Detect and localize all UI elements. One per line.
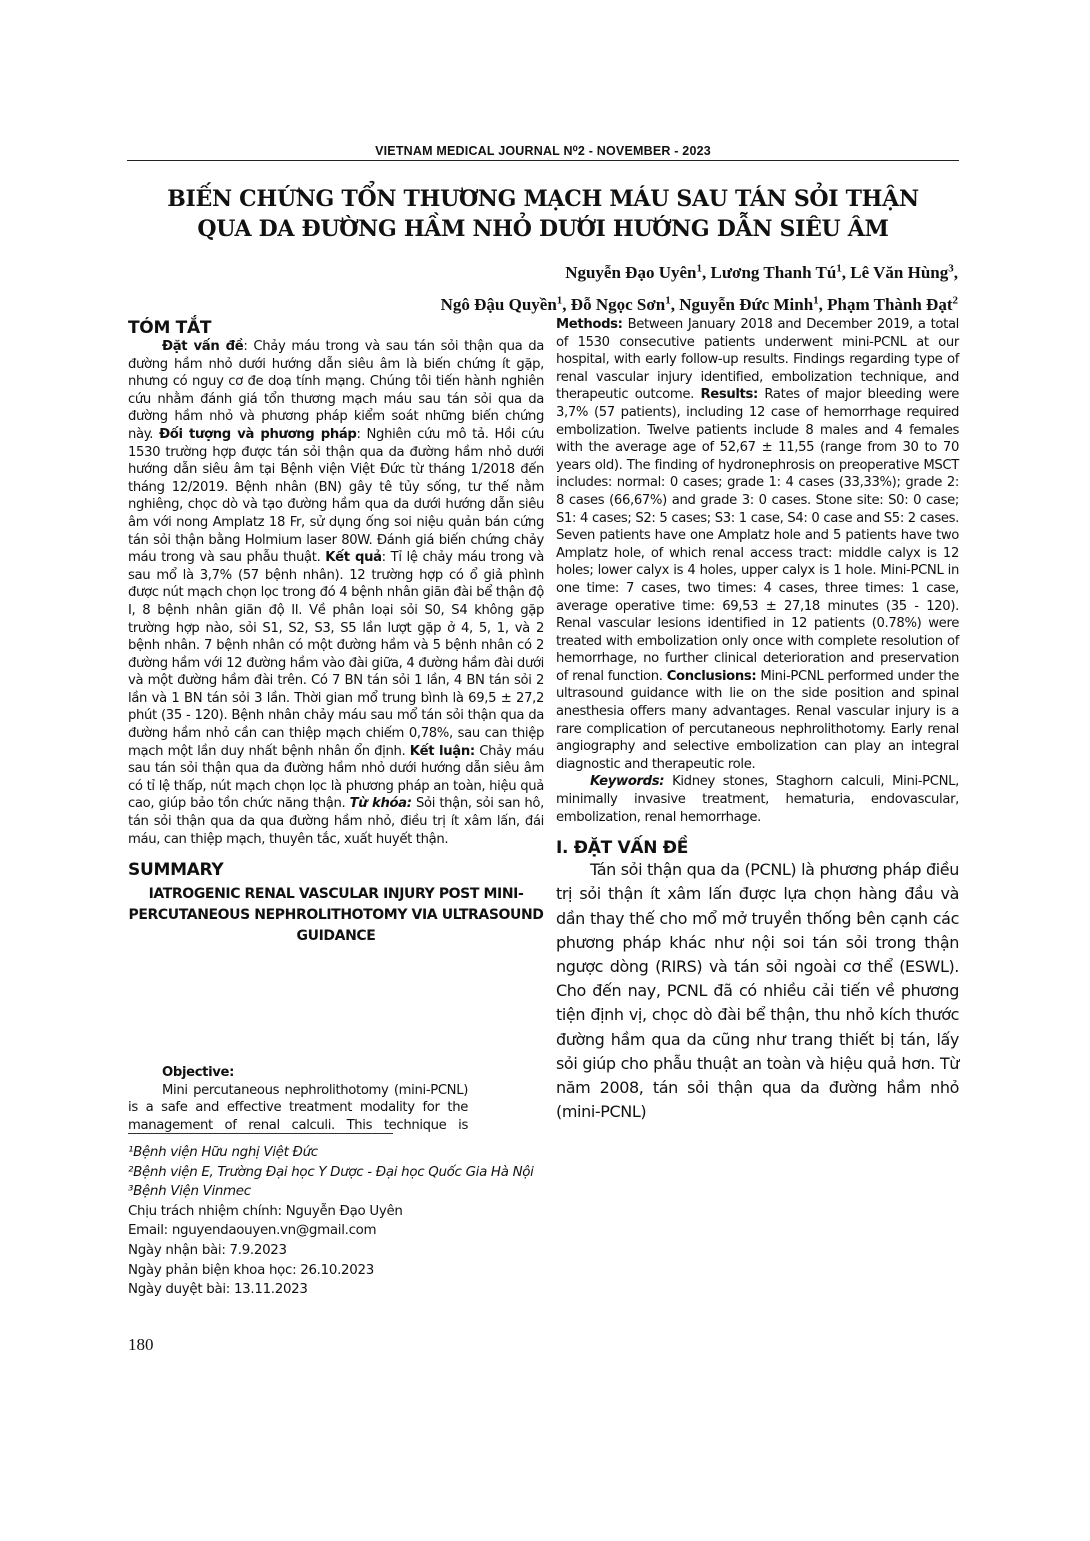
footnote-rule [128, 1133, 393, 1134]
author: Phạm Thành Đạt$^2$ [827, 294, 958, 315]
affiliation: ¹Bệnh viện Hữu nghị Việt Đức [128, 1145, 318, 1160]
page-number: 180 [128, 1335, 154, 1354]
header-rule [127, 160, 959, 161]
affiliation: ³Bệnh Viện Vinmec [128, 1184, 251, 1200]
section-heading: I. ĐẶT VẤN ĐỀ [556, 838, 689, 859]
summary-continued: Methods: Between January 2018 and December 2019, a total of 1530 consecutive patients underwent mini-PCNL at our hospital, with early follow-up results. Findings regarding type of renal vascular injury identified, embolization technique, and therapeutic outcome. Results: Rates of major bleeding were 3,7% (57 patients), including 12 case of hemorrhage required embolization. Twelve patients include 8 males and 4 females with the average age of 52,67 ± 11,55 (range from 30 to 70 years old). The finding of hydronephrosis on preoperative MSCT includes: normal: 0 cases; grade 1: 4 cases (33,33%); grade 2: 8 cases (66,67%) and grade 3: 0 cases. Stone site: S0: 0 case; S1: 4 cases; S2: 5 cases; S3: 1 case, S4: 0 case and S5: 2 cases. Seven patients have one Amplatz hole and 5 patients have two Amplatz hole, of which renal access tract: middle calyx is 12 holes; lower calyx is 4 holes, upper calyx is 1 hole. Mini-PCNL in one time: 7 cases, two times: 4 cases, three times: 1 case, average operative time: 69,53 ± 27,18 minutes (35 - 120). Renal vascular lesions identified in 12 patients (0.78%) were treated with embolization only once with complete resolution of hemorrhage, no further clinical deterioration and preservation of renal function. Conclusions: Mini-PCNL performed under the ultrasound guidance with lie on the side position and spinal anesthesia offers many advantages. Renal vascular injury is a rare complication of percutaneous nephrolithotomy. Early renal angiography and selective embolization can play an integral diagnostic and therapeutic role. [556, 317, 959, 772]
abstract-vi-heading: TÓM TẮT [128, 318, 212, 338]
section-paragraph: Tán sỏi thận qua da (PCNL) là phương pháp điều trị sỏi thận ít xâm lấn được lựa chọn hàng đầu và dần thay thế cho mổ mở truyền thống bên cạnh các phương pháp khác như nội soi tán sỏi trong thận ngược dòng (RIRS) và tán sỏi ngoài cơ thể (ESWL). Cho đến nay, PCNL đã có nhiều cải tiến về phương tiện định vị, chọc dò đài bể thận, thu nhỏ kích thước đường hầm qua da cũng như trang thiết bị tán, lấy sỏi giúp cho phẫu thuật an toàn và hiệu quả hơn. Từ năm 2008, tán sỏi thận qua da đường hầm nhỏ (mini-PCNL) [556, 860, 959, 1122]
author: Nguyễn Đạo Uyên$^1$, [565, 262, 711, 282]
right-column [556, 316, 959, 1124]
author: Đỗ Ngọc Sơn$^1$, [570, 294, 680, 315]
author: Lê Văn Hùng$^3$, [850, 262, 958, 282]
author: Nguyễn Đức Minh$^1$, [679, 294, 828, 315]
summary-objective: Objective:Mini percutaneous nephrolithotomy (mini-PCNL) is a safe and effective treatment modality for the management of renal calculi. This technique is [128, 1065, 468, 1133]
summary-keywords: Keywords: Kidney stones, Staghorn calculi, Mini-PCNL, minimally invasive treatment, hematuria, endovascular, embolization, renal hemorrhage. [556, 774, 959, 825]
affiliation: ²Bệnh viện E, Trường Đại học Y Dược - Đại học Quốc Gia Hà Nội [128, 1164, 534, 1180]
author-line [200, 254, 958, 287]
accepted-date: Ngày duyệt bài: 13.11.2023 [128, 1282, 308, 1298]
footnotes [128, 1143, 548, 1300]
abstract-vi-paragraph: Đặt vấn đề: Chảy máu trong và sau tán sỏi thận qua da đường hầm nhỏ dưới hướng dẫn siêu âm là biến chứng ít gặp, nhưng có nguy cơ đe doạ tính mạng. Chúng tôi tiến hành nghiên cứu nhằm đánh giá tổn thương mạch máu sau tán sỏi qua da đường hầm nhỏ và phương pháp kiểm soát những biến chứng này. Đối tượng và phương pháp: Nghiên cứu mô tả. Hồi cứu 1530 trường hợp được tán sỏi thận qua da đường hầm nhỏ dưới hướng dẫn siêu âm tại Bệnh viện Việt Đức từ tháng 1/2018 đến tháng 12/2019. Bệnh nhân (BN) gây tê tủy sống, tư thế nằm nghiêng, chọc dò và tạo đường hầm qua da dưới hướng dẫn siêu âm với nong Amplatz 18 Fr, sử dụng ống soi niệu quản bán cứng tán sỏi thận bằng Holmium laser 80W. Đánh giá biến chứng chảy máu trong và sau phẫu thuật. Kết quả: Tỉ lệ chảy máu trong và sau mổ là 3,7% (57 bệnh nhân). 12 trường hợp có ổ giả phình được nút mạch chọn lọc trong đó 4 bệnh nhân giãn đài bể thận độ I, 8 bệnh nhân giãn độ II. Về phân loại sỏi S0, S4 không gặp trường hợp nào, sỏi S1, S2, S3, S5 lần lượt gặp ở 4, 5, 1, và 2 bệnh nhân. 7 bệnh nhân có một đường hầm và 5 bệnh nhân có 2 đường hầm với 12 đường hầm vào đài giữa, 4 đường hầm đài dưới và một đường hầm đài trên. Có 7 BN tán sỏi 1 lần, 4 BN tán sỏi 2 lần và 1 BN tán sỏi 3 lần. Thời gian mổ trung bình là 69,5 ± 27,2 phút (35 - 120). Bệnh nhân chảy máu sau mổ tán sỏi thận qua da đường hầm nhỏ cần can thiệp mạch chiếm 0,78%, sau can thiệp mạch một lần duy nhất bệnh nhân ổn định. Kết luận: Chảy máu sau tán sỏi thận qua da đường hầm nhỏ dưới hướng dẫn siêu âm có tỉ lệ thấp, nút mạch chọn lọc là phương pháp an toàn, hiệu quả cao, giúp bảo tồn chức năng thận. Từ khóa: Sỏi thận, sỏi san hô, tán sỏi thận qua da qua đường hầm nhỏ, điều trị ít xâm lấn, đái máu, can thiệp mạch, thuyên tắc, xuất huyết thận. [128, 339, 544, 847]
title-line: BIẾN CHỨNG TỔN THƯƠNG MẠCH MÁU SAU TÁN SỎI THẬN [167, 186, 919, 212]
email: Email: nguyendaouyen.vn@gmail.com [128, 1223, 377, 1239]
article-title [127, 184, 959, 244]
reviewed-date: Ngày phản biện khoa học: 26.10.2023 [128, 1262, 374, 1278]
author: Ngô Đậu Quyền$^1$, [440, 294, 571, 315]
journal-header: VIETNAM MEDICAL JOURNAL N⁰2 - NOVEMBER - 2023 [375, 144, 711, 158]
title-line: QUA DA ĐƯỜNG HẦM NHỎ DƯỚI HƯỚNG DẪN SIÊU ÂM [197, 216, 889, 242]
corresponding-author: Chịu trách nhiệm chính: Nguyễn Đạo Uyên [128, 1203, 403, 1219]
objective-start [128, 1064, 544, 1134]
author-line [200, 287, 958, 320]
summary-heading: SUMMARY [128, 860, 224, 881]
left-column [128, 318, 544, 947]
received-date: Ngày nhận bài: 7.9.2023 [128, 1242, 287, 1258]
english-title: IATROGENIC RENAL VASCULAR INJURY POST MINI-PERCUTANEOUS NEPHROLITHOTOMY VIA ULTRASOUND GUIDANCE [128, 886, 544, 945]
author: Lương Thanh $Tú^1$, [710, 262, 851, 282]
author-list [200, 254, 958, 319]
